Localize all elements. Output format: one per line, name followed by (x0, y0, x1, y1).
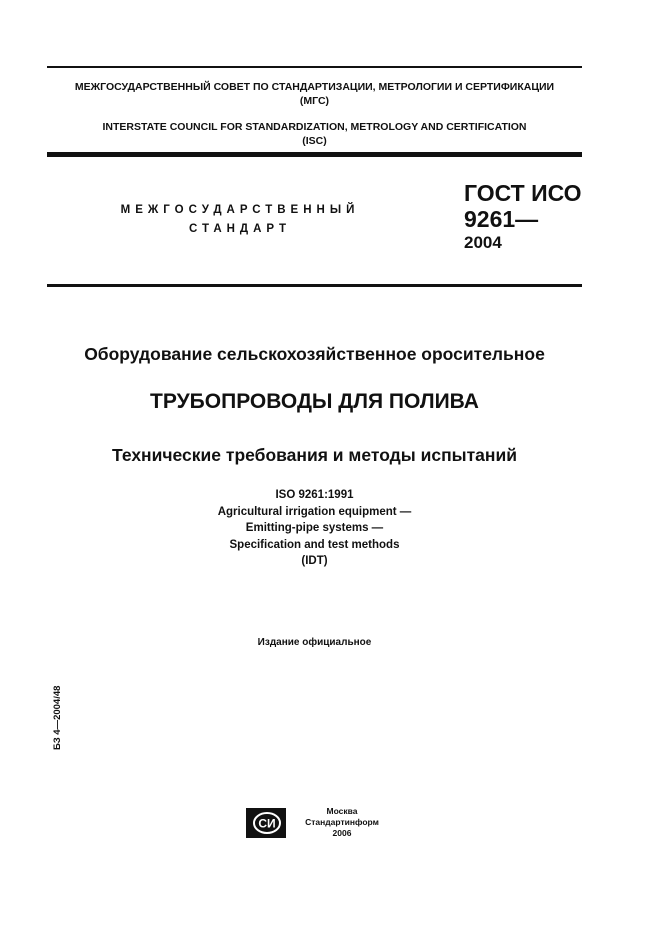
standard-code-line2: 9261— (464, 206, 539, 232)
standard-code-line1: ГОСТ ИСО (464, 180, 582, 206)
iso-title-line3: Specification and test methods (229, 538, 400, 551)
document-part-title: Технические требования и методы испытаний (112, 445, 517, 465)
council-abbr-en: (ISC) (302, 135, 327, 147)
iso-reference (47, 487, 582, 570)
top-rule-thin (47, 66, 582, 68)
standard-kind-line1: МЕЖГОСУДАРСТВЕННЫЙ (120, 204, 360, 216)
publisher-logo-text: СИ (258, 816, 276, 831)
edition-note: Издание официальное (257, 637, 372, 648)
standard-code (464, 180, 582, 254)
council-abbr-ru: (МГС) (299, 95, 330, 107)
council-name-en-line1: INTERSTATE COUNCIL FOR STANDARDIZATION, METROLOGY AND CERTIFICATION (102, 121, 527, 133)
standard-kind (110, 201, 370, 239)
publisher-year: 2006 (332, 828, 352, 838)
council-name-en (47, 120, 582, 148)
standard-code-year: 2004 (464, 233, 502, 252)
publisher (294, 806, 390, 839)
header-rule-bottom (47, 284, 582, 287)
document-subtitle: ТРУБОПРОВОДЫ ДЛЯ ПОЛИВА (150, 390, 479, 413)
publisher-logo (246, 808, 286, 838)
publisher-name: Стандартинформ (305, 817, 379, 827)
standard-kind-line2: СТАНДАРТ (189, 223, 291, 235)
iso-title-line2: Emitting-pipe systems — (245, 522, 384, 534)
header-rule-thick (47, 152, 582, 157)
council-name-ru-line1: МЕЖГОСУДАРСТВЕННЫЙ СОВЕТ ПО СТАНДАРТИЗАЦИИ, МЕТРОЛОГИИ И СЕРТИФИКАЦИИ (74, 81, 555, 93)
document-title: Оборудование сельскохозяйственное оросительное (84, 344, 545, 364)
publisher-city: Москва (326, 806, 358, 816)
iso-title-line1: Agricultural irrigation equipment — (217, 505, 412, 518)
iso-equivalence: (IDT) (301, 555, 328, 567)
side-code: БЗ 4—2004/48 (52, 685, 63, 750)
iso-number: ISO 9261:1991 (275, 489, 354, 501)
council-name-ru (47, 80, 582, 108)
